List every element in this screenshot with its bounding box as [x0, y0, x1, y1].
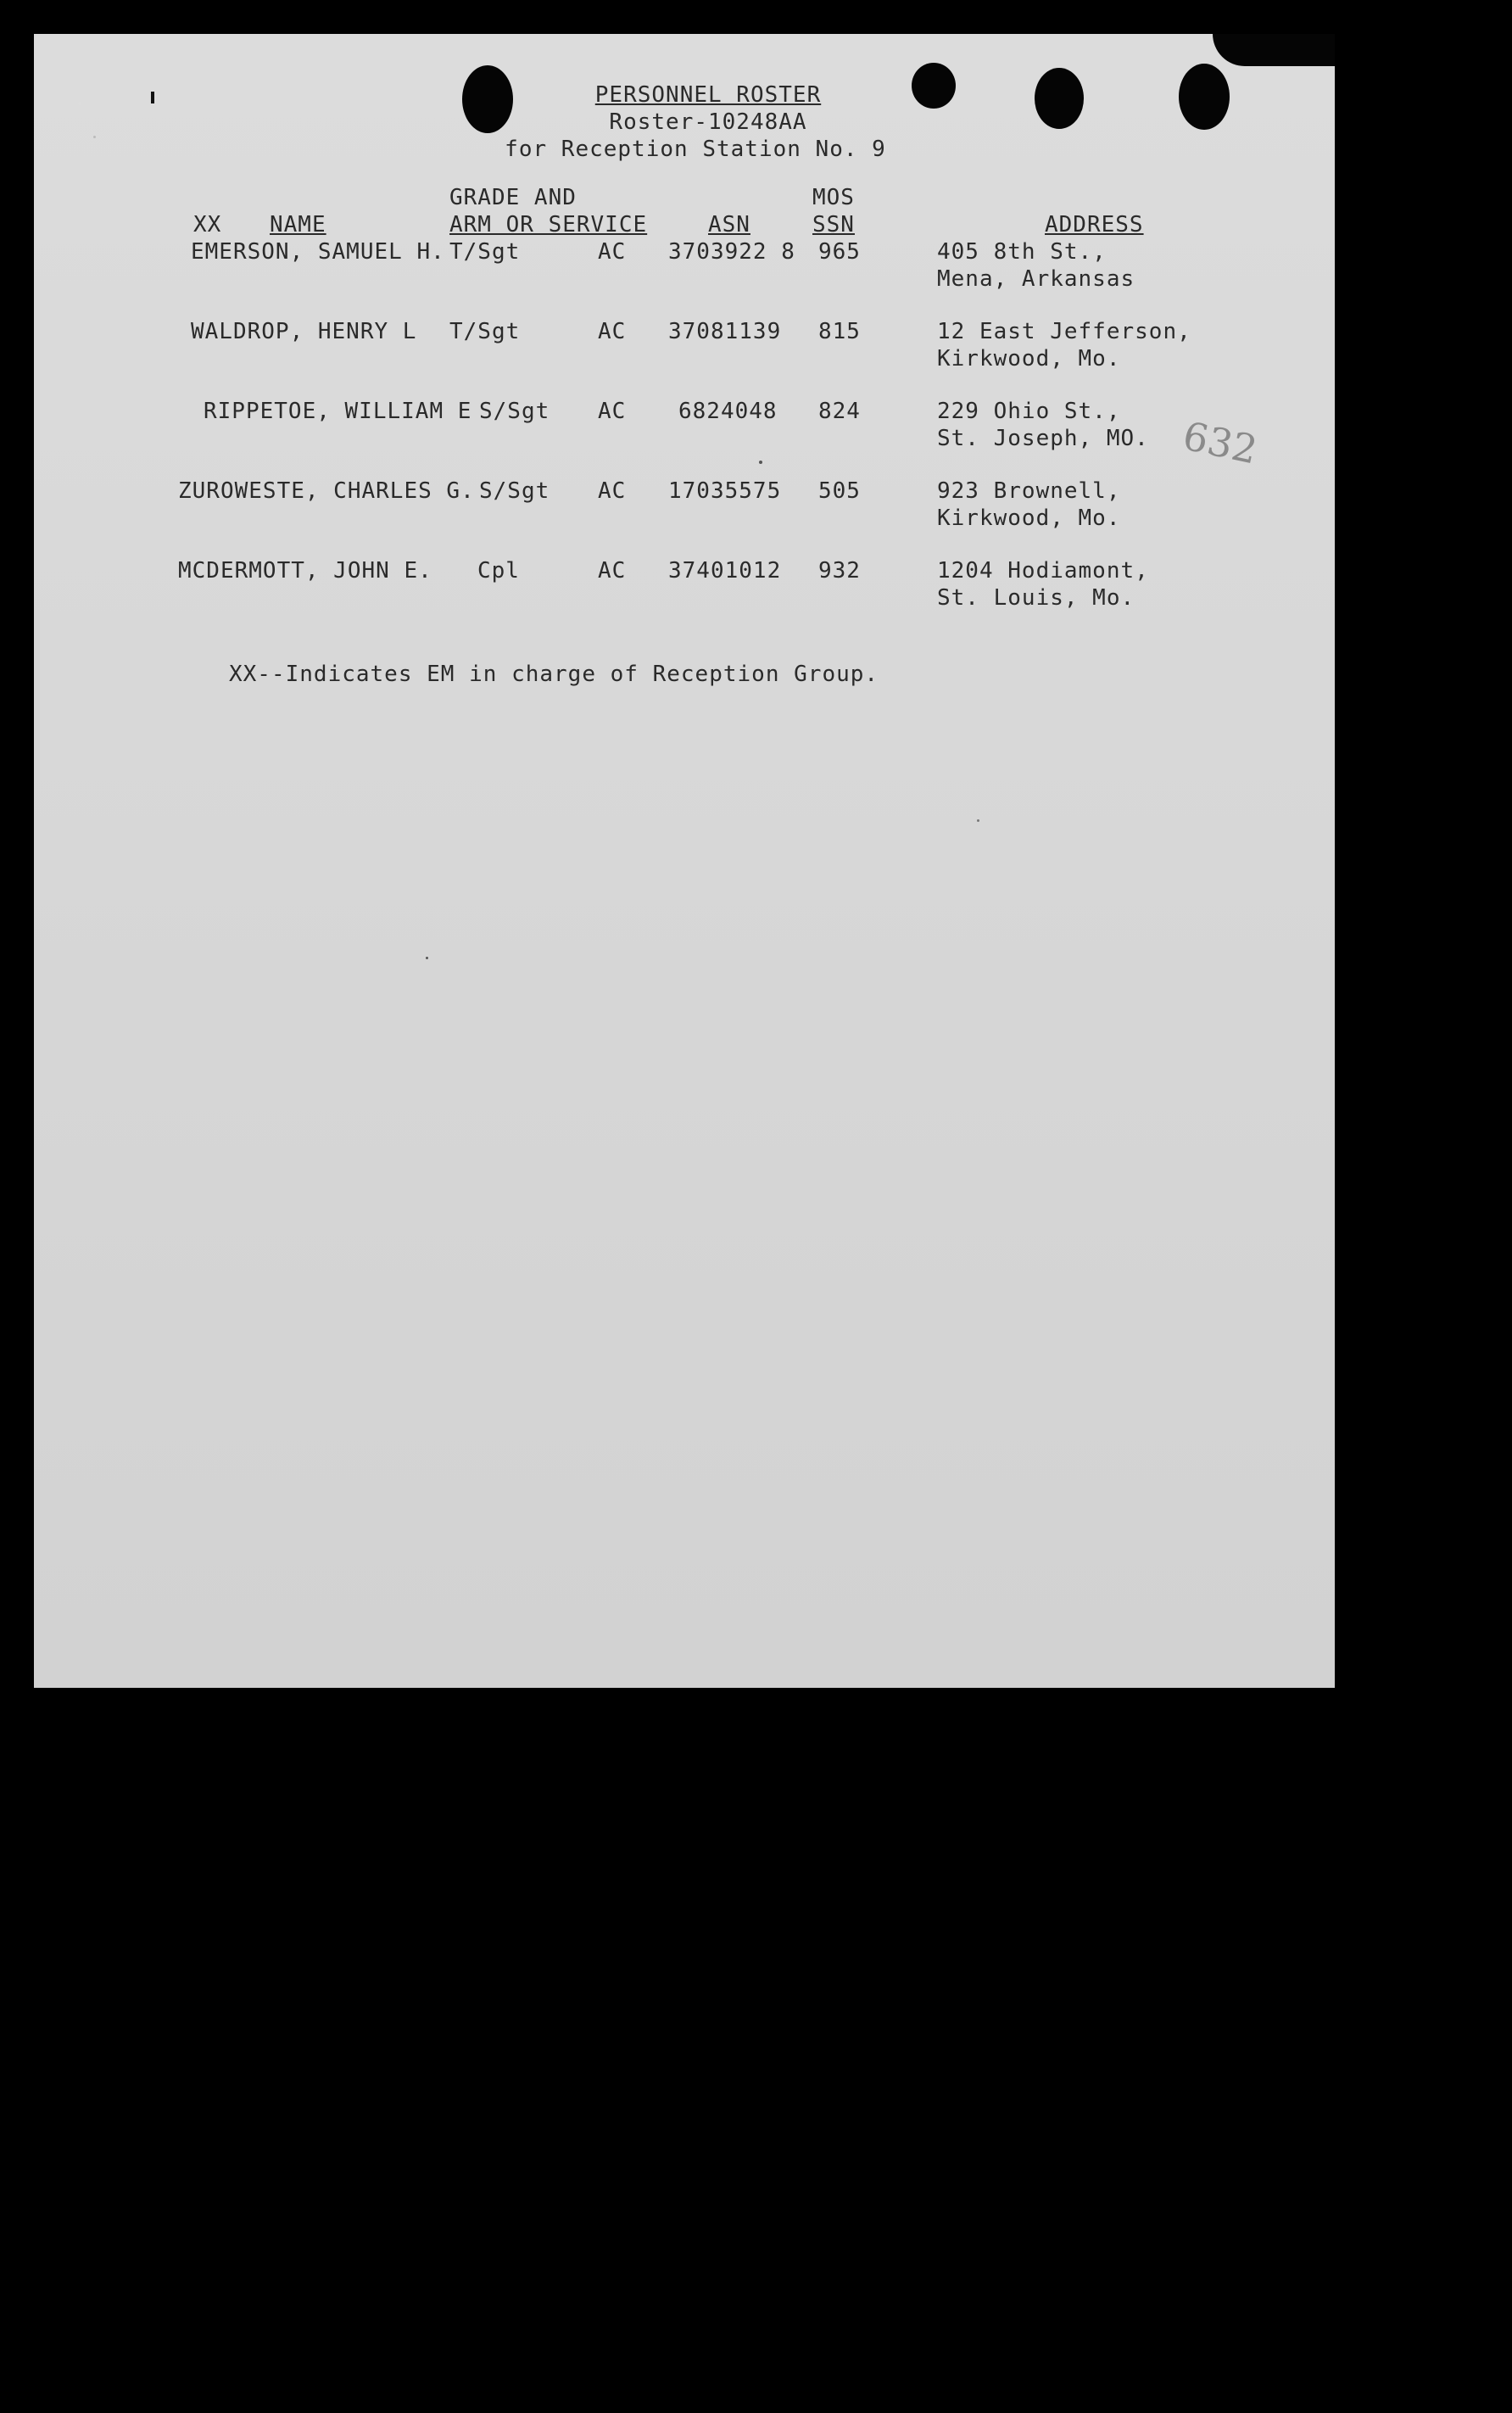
- row-5-ssn: 932: [818, 558, 861, 584]
- edge-speck-2: [151, 92, 154, 103]
- row-1-name: EMERSON, SAMUEL H.: [191, 239, 445, 265]
- document-page: [34, 34, 1335, 1688]
- row-1-grade: T/Sgt: [449, 239, 521, 265]
- row-2-service: AC: [598, 319, 627, 344]
- row-4-grade: S/Sgt: [479, 478, 550, 504]
- footnote: XX--Indicates EM in charge of Reception Group.: [229, 662, 879, 687]
- row-5-address-line2: St. Louis, Mo.: [937, 585, 1135, 611]
- row-3-grade: S/Sgt: [479, 399, 550, 424]
- row-2-address-line2: Kirkwood, Mo.: [937, 346, 1121, 371]
- row-4-ssn: 505: [818, 478, 861, 504]
- column-header-name: NAME: [270, 212, 326, 237]
- roster-subtitle: for Reception Station No. 9: [505, 137, 886, 162]
- row-5-grade: Cpl: [477, 558, 520, 584]
- row-3-ssn: 824: [818, 399, 861, 424]
- row-4-address-line1: 923 Brownell,: [937, 478, 1121, 504]
- column-header-grade-line1: GRADE AND: [449, 185, 577, 210]
- row-3-address-line2: St. Joseph, MO.: [937, 426, 1149, 451]
- row-2-grade: T/Sgt: [449, 319, 521, 344]
- row-5-name: MCDERMOTT, JOHN E.: [178, 558, 432, 584]
- row-1-asn: 3703922 8: [668, 239, 795, 265]
- row-1-address-line1: 405 8th St.,: [937, 239, 1107, 265]
- row-2-name: WALDROP, HENRY L: [191, 319, 417, 344]
- row-2-ssn: 815: [818, 319, 861, 344]
- punch-hole-1: [462, 65, 513, 133]
- row-3-service: AC: [598, 399, 627, 424]
- row-3-asn: 6824048: [678, 399, 778, 424]
- stray-mark-3: [977, 819, 979, 822]
- row-3-address-line1: 229 Ohio St.,: [937, 399, 1121, 424]
- roster-number: Roster-10248AA: [609, 109, 807, 135]
- row-3-name: RIPPETOE, WILLIAM E: [204, 399, 472, 424]
- row-4-address-line2: Kirkwood, Mo.: [937, 506, 1121, 531]
- stray-mark-2: [426, 957, 428, 959]
- row-4-name: ZUROWESTE, CHARLES G.: [178, 478, 475, 504]
- row-2-asn: 37081139: [668, 319, 782, 344]
- row-2-address-line1: 12 East Jefferson,: [937, 319, 1191, 344]
- page-number: 632: [1179, 412, 1262, 473]
- edge-speck-3: [93, 136, 96, 138]
- punch-hole-2: [912, 63, 956, 109]
- column-header-ssn: SSN: [812, 212, 855, 237]
- row-5-address-line1: 1204 Hodiamont,: [937, 558, 1149, 584]
- row-4-asn: 17035575: [668, 478, 782, 504]
- torn-edge: [1213, 34, 1335, 66]
- row-5-service: AC: [598, 558, 627, 584]
- column-header-mos: MOS: [812, 185, 855, 210]
- punch-hole-3: [1035, 68, 1084, 129]
- row-1-address-line2: Mena, Arkansas: [937, 266, 1135, 292]
- column-header-asn: ASN: [708, 212, 750, 237]
- column-header-xx: XX: [193, 212, 222, 237]
- stray-mark-1: [759, 461, 762, 464]
- row-1-ssn: 965: [818, 239, 861, 265]
- column-header-grade-line2: ARM OR SERVICE: [449, 212, 648, 237]
- row-1-service: AC: [598, 239, 627, 265]
- row-4-service: AC: [598, 478, 627, 504]
- roster-title: PERSONNEL ROSTER: [594, 82, 822, 108]
- column-header-address: ADDRESS: [1045, 212, 1144, 237]
- edge-speck-1: [78, 102, 81, 105]
- punch-hole-4: [1179, 64, 1230, 130]
- row-5-asn: 37401012: [668, 558, 782, 584]
